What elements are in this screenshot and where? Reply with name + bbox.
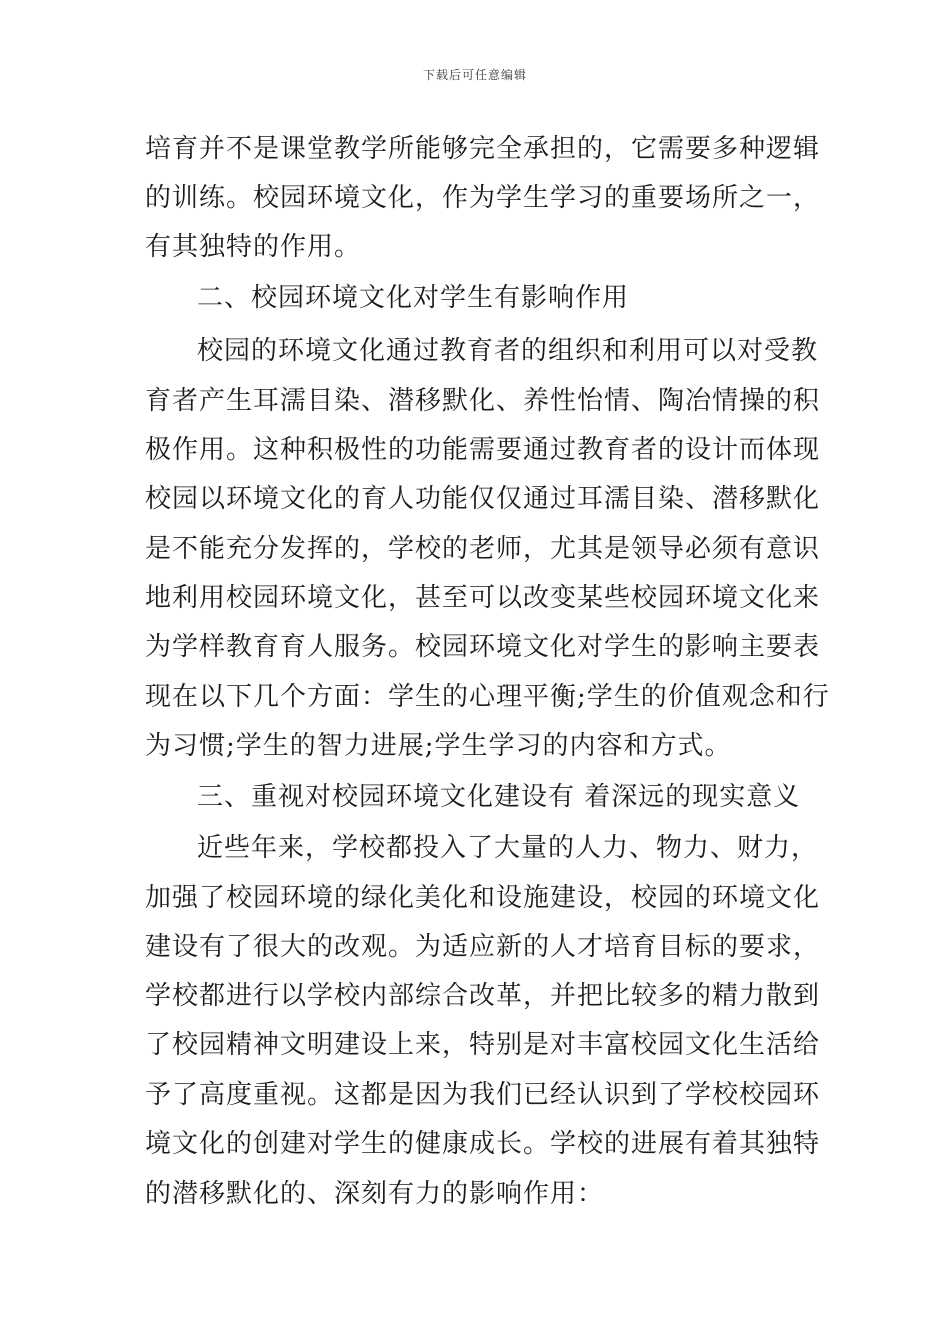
body-line: 了校园精神文明建设上来，特别是对丰富校园文化生活给 [145, 1030, 821, 1060]
body-line: 加强了校园环境的绿化美化和设施建设，校园的环境文化 [145, 883, 821, 913]
body-line: 现在以下几个方面：学生的心理平衡;学生的价值观念和行 [145, 682, 830, 712]
body-line: 极作用。这种积极性的功能需要通过教育者的设计而体现 [145, 435, 821, 465]
body-line: 是不能充分发挥的，学校的老师，尤其是领导必须有意识 [145, 534, 821, 564]
body-line: 的训练。校园环境文化，作为学生学习的重要场所之一， [145, 183, 821, 213]
body-line: 为习惯;学生的智力进展;学生学习的内容和方式。 [145, 731, 732, 761]
body-line: 学校都进行以学校内部综合改革，并把比较多的精力散到 [145, 981, 821, 1011]
body-line: 建设有了很大的改观。为适应新的人才培育目标的要求， [145, 932, 821, 962]
header-note: 下载后可任意编辑 [422, 68, 527, 82]
body-line: 近些年来，学校都投入了大量的人力、物力、财力， [197, 833, 819, 863]
body-line: 予了高度重视。这都是因为我们已经认识到了学校校园环 [145, 1080, 821, 1110]
body-line: 培育并不是课堂教学所能够完全承担的，它需要多种逻辑 [145, 134, 821, 164]
body-line: 境文化的创建对学生的健康成长。学校的进展有着其独特 [145, 1129, 821, 1159]
body-line: 有其独特的作用。 [145, 232, 362, 262]
body-line: 校园以环境文化的育人功能仅仅通过耳濡目染、潜移默化 [145, 484, 821, 514]
section-heading-3: 三、重视对校园环境文化建设有 着深远的现实意义 [197, 782, 801, 812]
body-line: 为学样教育育人服务。校园环境文化对学生的影响主要表 [145, 632, 821, 662]
section-heading-2: 二、校园环境文化对学生有影响作用 [197, 283, 630, 313]
body-line: 地利用校园环境文化，甚至可以改变某些校园环境文化来 [145, 583, 821, 613]
body-line: 的潜移默化的、深刻有力的影响作用： [145, 1179, 605, 1209]
body-line: 校园的环境文化通过教育者的组织和利用可以对受教 [197, 336, 819, 366]
body-line: 育者产生耳濡目染、潜移默化、养性怡情、陶冶情操的积 [145, 386, 821, 416]
